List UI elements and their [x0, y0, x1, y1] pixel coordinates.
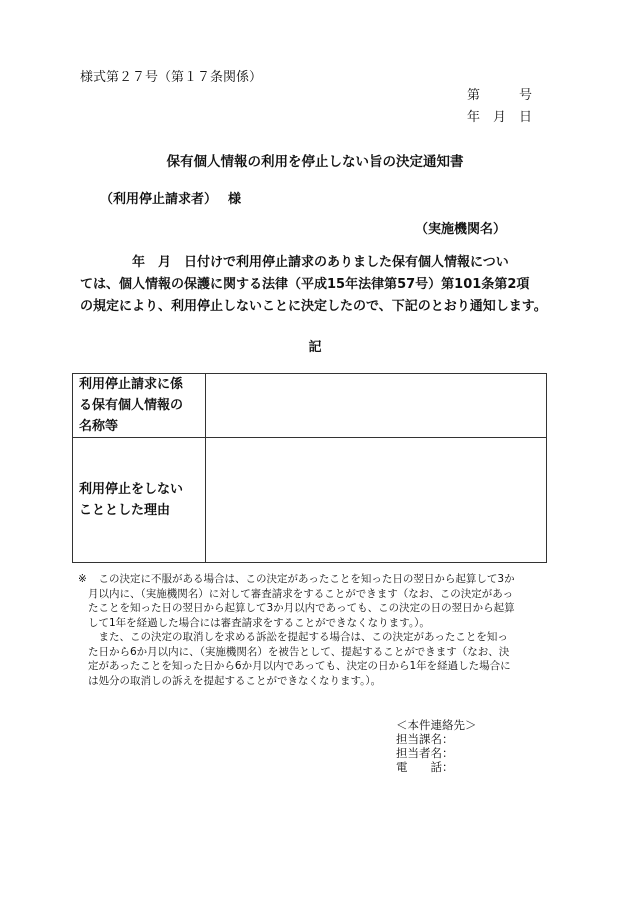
- body-line: の規定により、利用停止しないことに決定したので、下記のとおり通知します。: [80, 299, 547, 314]
- ki-heading: 記: [308, 340, 322, 355]
- appeal-note: [78, 572, 550, 688]
- label-line: 利用停止をしない: [79, 482, 184, 497]
- note-line: た日から6か月以内に、（実施機関名）を被告として、提起することができます（なお、決: [88, 645, 510, 658]
- page-title: 保有個人情報の利用を停止しない旨の決定通知書: [166, 154, 464, 170]
- details-table: [72, 373, 547, 563]
- contact-block: [396, 718, 477, 774]
- addressee-label: （利用停止請求者）: [100, 192, 218, 207]
- contact-phone: 電 話：: [396, 760, 454, 774]
- note-line: して1年を経過した場合には審査請求をすることができなくなります。）。: [88, 616, 430, 629]
- document-number: 第 号: [467, 88, 533, 103]
- addressee-honorific: 様: [228, 192, 242, 207]
- form-number: 様式第２７号（第１７条関係）: [80, 70, 263, 85]
- note-line: この決定に不服がある場合は、この決定があったことを知った日の翌日から起算して3か: [88, 573, 515, 585]
- table-row-reason: [73, 438, 547, 563]
- note-line: は処分の取消しの訴えを提起することができなくなります。）。: [88, 674, 382, 687]
- note-line: たことを知った日の翌日から起算して3か月以内であっても、この決定の日の翌日から起算: [88, 602, 515, 614]
- note-line: 月以内に、（実施機関名）に対して審査請求をすることができます（なお、この決定があっ: [88, 587, 514, 600]
- body-line: ては、個人情報の保護に関する法律（平成15年法律第57号）第101条第2項: [80, 277, 530, 292]
- note-line: 定があったことを知った日から6か月以内であっても、決定の日から1年を経過した場合に: [88, 660, 511, 672]
- label-line: 利用停止請求に係: [79, 377, 184, 392]
- name-value-cell: [206, 374, 547, 438]
- note-mark: ※: [78, 573, 87, 585]
- body-line: 年 月 日付けで利用停止請求のありました保有個人情報につい: [80, 255, 509, 270]
- sender-agency: （実施機関名）: [415, 222, 507, 237]
- table-row-name: [73, 374, 547, 438]
- label-line: 名称等: [79, 419, 119, 434]
- label-line: こととした理由: [79, 503, 171, 518]
- note-line: また、この決定の取消しを求める訴訟を提起する場合は、この決定があったことを知っ: [88, 631, 508, 643]
- contact-heading: ＜本件連絡先＞: [396, 718, 477, 732]
- document-date: 年 月 日: [467, 110, 533, 125]
- note-paragraphs: [88, 572, 550, 688]
- reason-label-cell: [73, 438, 206, 563]
- name-label-cell: [73, 374, 206, 438]
- reason-value-cell: [206, 438, 547, 563]
- contact-person: 担当者名：: [396, 746, 454, 760]
- notice-body: [80, 252, 550, 318]
- contact-department: 担当課名：: [396, 732, 454, 746]
- label-line: る保有個人情報の: [79, 398, 184, 413]
